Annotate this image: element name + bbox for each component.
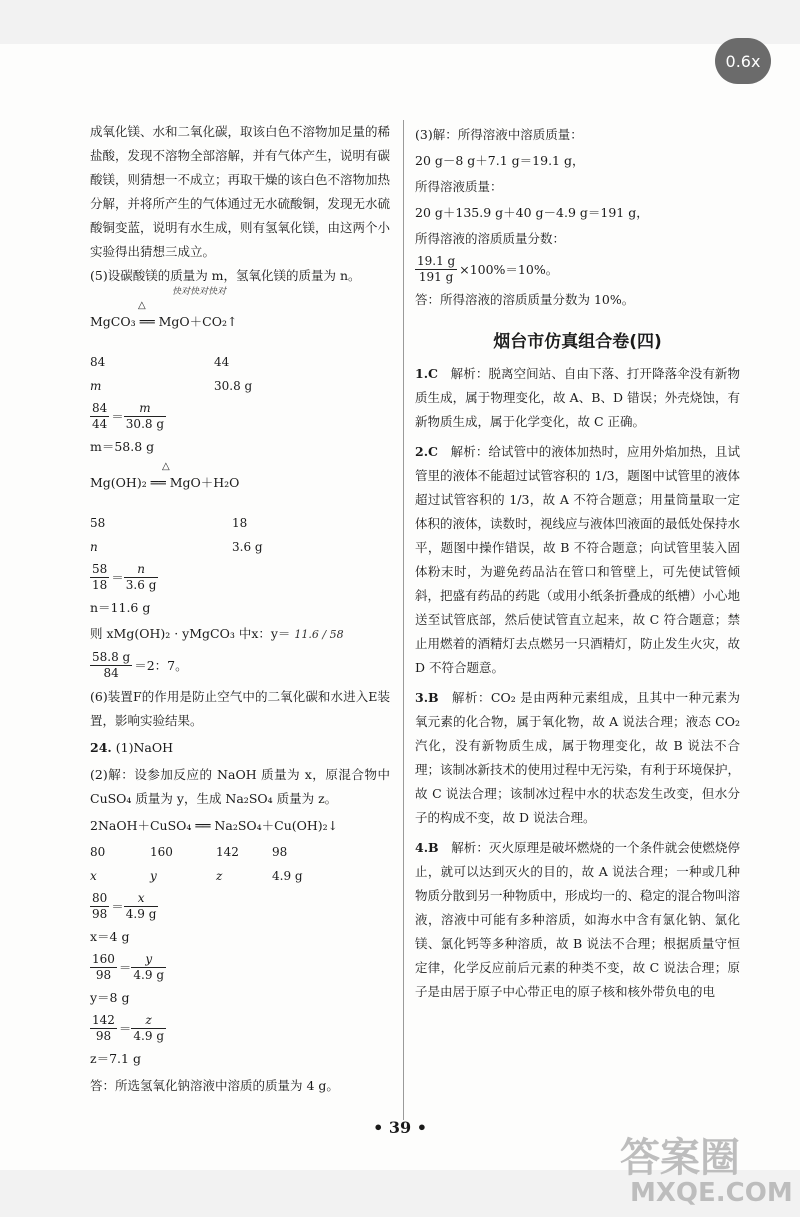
answer-3-choice: 3.B 解析：CO₂ 是由两种元素组成，且其中一种元素为氧元素的化合物，属于氧化物，故 A 说法合理；液态 CO₂ 汽化，没有新物质生成，属于物理变化，故 B 说法不合理；该制冰新技术的使用过程中无污染，有利于环境保护，故 C 说法合理；该制冰过程中水的状态发生改变，但水分子的构成不变，故 D 说法合理。 xyxy=(415,690,741,825)
answer-3: 答：所得溶液的溶质质量分数为 10%。 xyxy=(415,292,635,307)
section-title: 烟台市仿真组合卷(四) xyxy=(493,332,662,352)
answer-1: 1.C 解析：脱离空间站、自由下落、打开降落伞没有新物质生成，属于物理变化，故 A、B、D 错误；外壳烧蚀，有新物质生成，属于化学变化，故 C 正确。 xyxy=(415,366,740,429)
equation-mgco3: △ MgCO₃ ══ MgO＋CO₂↑ xyxy=(90,300,238,329)
item-6: (6)装置F的作用是防止空气中的二氧化碳和水进入E装置，影响实验结果。 xyxy=(90,689,390,728)
equation-mgoh2: △ Mg(OH)₂ ══ MgO＋H₂O xyxy=(90,461,240,490)
proportion-z: $\frac{142}{98}$ ＝ $\frac{z}{4.9 g}$ xyxy=(92,1013,165,1043)
result-n: n＝11.6 g xyxy=(90,600,151,615)
right-column xyxy=(415,120,740,1010)
solute-mass: 20 g－8 g＋7.1 g＝19.1 g， xyxy=(415,153,585,168)
left-column xyxy=(90,120,390,1098)
heat-condition: △ xyxy=(162,461,170,472)
item-5: (5)设碳酸镁的质量为 m，氢氧化镁的质量为 n。 xyxy=(90,268,361,283)
column-divider xyxy=(403,120,404,1120)
result-z: z＝7.1 g xyxy=(90,1051,141,1066)
watermark-url: MXQE.COM xyxy=(630,1178,793,1208)
question-24: 24. (1)NaOH xyxy=(90,740,173,755)
proportion-2: $\frac{58}{18}$ ＝ $\frac{n}{3.6 g}$ xyxy=(92,562,157,592)
proportion-1: $\frac{84}{44}$ ＝ $\frac{m}{30.8 g}$ xyxy=(92,401,165,431)
mass-fraction: $\frac{19.1 g}{191 g}$ ×100%＝10%。 xyxy=(417,254,559,284)
result-m: m＝58.8 g xyxy=(90,439,155,454)
answer-4: 4.B 解析：灭火原理是破坏燃烧的一个条件就会使燃烧停止，就可以达到灭火的目的，故 A 说法合理；一种或几种物质分散到另一种物质中，形成均一的、稳定的混合物叫溶液，溶液中可能有多种溶质，如海水中含有氯化钠、氯化镁、氯化钙等多种溶质，故 B 说法不合理；根据质量守恒定律，化学反应前后元素的种类不变，故 C 说法合理；原子是由居于原子中心带正电的原子核和核外带负电的电 xyxy=(415,840,741,999)
mass-row: n 3.6 g xyxy=(90,540,263,554)
heat-condition: △ xyxy=(138,300,146,311)
proportion-ratio: $\frac{58.8 g}{84}$ ＝2：7。 xyxy=(92,650,188,680)
solution-mass: 20 g＋135.9 g＋40 g－4.9 g＝191 g， xyxy=(415,205,649,220)
ratio-line: 则 xMg(OH)₂ · yMgCO₃ 中x：y＝ 11.6 / 58 xyxy=(90,626,344,641)
item-3: (3)解：所得溶液中溶质质量： xyxy=(415,127,583,142)
fraction-label: 所得溶液的溶质质量分数： xyxy=(415,231,566,246)
mass-row: m 30.8 g xyxy=(90,379,253,393)
mass-row: 58 18 xyxy=(90,516,248,530)
proportion-x: $\frac{80}{98}$ ＝ $\frac{x}{4.9 g}$ xyxy=(92,891,157,921)
equation-naoh: 2NaOH＋CuSO₄ ══ Na₂SO₄＋Cu(OH)₂↓ xyxy=(90,818,339,833)
paragraph-conclusion: 成氧化镁、水和二氧化碳，取该白色不溶物加足量的稀盐酸，发现不溶物全部溶解，并有气体产生，说明有碳酸镁，则猜想一不成立；再取干燥的该白色不溶物加热分解，并将所产生的气体通过无水硫酸铜，发现无水硫酸铜变蓝，说明有水生成，则有氢氧化镁，由这两个小实验得出猜想三成立。 xyxy=(90,124,391,259)
page-number: • 39 • xyxy=(373,1118,427,1137)
answer-24: 答：所选氢氧化钠溶液中溶质的质量为 4 g。 xyxy=(90,1078,339,1093)
mass-row: 80 160 142 98 xyxy=(90,845,288,859)
mass-row: x y z 4.9 g xyxy=(90,869,303,883)
q24-setup: (2)解：设参加反应的 NaOH 质量为 x，原混合物中 CuSO₄ 质量为 y，生成 Na₂SO₄ 质量为 z。 xyxy=(90,767,390,806)
result-y: y＝8 g xyxy=(90,990,130,1005)
mass-row: 84 44 xyxy=(90,355,230,369)
handwritten-note: 快对快对快对 xyxy=(172,287,227,297)
solution-label: 所得溶液质量： xyxy=(415,179,503,194)
handwritten-ratio: 11.6 / 58 xyxy=(294,628,344,641)
answer-2: 2.C 解析：给试管中的液体加热时，应用外焰加热，且试管里的液体不能超过试管容积的 1/3，题图中试管里的液体超过试管容积的 1/3，故 A 不符合题意；用量筒量取一定体积的液体，读数时，视线应与液体凹液面的最低处保持水平，题图中操作错误，故 B 不符合题意；向试管里装入固体粉末时，为避免药品沾在管口和管壁上，可先使试管倾斜，把盛有药品的药匙（或用小纸条折叠成的纸槽）小心地送至试管底部，然后使试管直立起来，故 C 符合题意；禁止用燃着的酒精灯去点燃另一只酒精灯，防止发生火灾，故 D 不符合题意。 xyxy=(415,444,741,675)
result-x: x＝4 g xyxy=(90,929,130,944)
zoom-badge[interactable]: 0.6x xyxy=(715,38,771,84)
proportion-y: $\frac{160}{98}$ ＝ $\frac{y}{4.9 g}$ xyxy=(92,952,165,982)
watermark-logo: 答案圈 xyxy=(620,1135,740,1181)
